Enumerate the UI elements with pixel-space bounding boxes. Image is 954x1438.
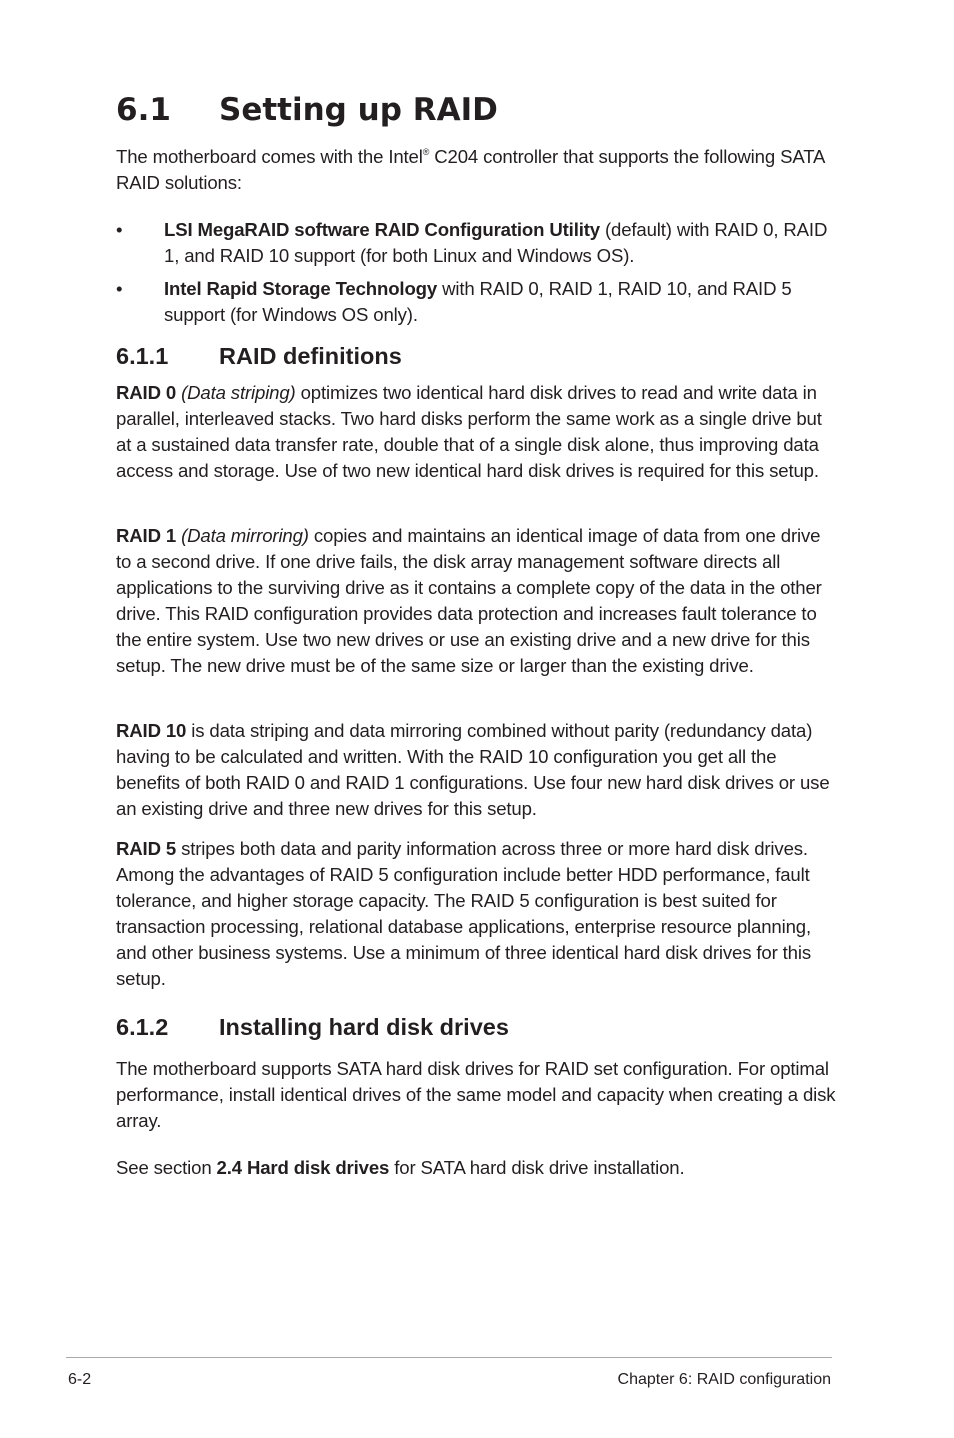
bullet-item-lsi: [164, 217, 838, 269]
subsection-title: RAID definitions: [219, 343, 402, 369]
section-number: 6.1: [116, 92, 171, 128]
chapter-title: Chapter 6: RAID configuration: [617, 1371, 831, 1388]
footer-divider: [66, 1357, 832, 1358]
raid1-paragraph: [116, 523, 836, 679]
raid1-subtitle: (Data mirroring): [176, 525, 309, 546]
bullet-bold: LSI MegaRAID software RAID Configuration Utility: [164, 219, 600, 240]
section-title: Setting up RAID: [219, 92, 498, 128]
bullet-bold: Intel Rapid Storage Technology: [164, 278, 438, 299]
raid1-text: copies and maintains an identical image of data from one drive to a second drive. If one drive fails, the disk array management software directs all applications to the surviving drive as it contains a complete copy of the data in the other drive. This RAID configuration provides data protection and increases fault tolerance to the entire system. Use two new drives or use an existing drive and a new drive for this setup. The new drive must be of the same size or larger than the existing drive.: [116, 525, 822, 676]
install-paragraph: [116, 1056, 836, 1134]
install-text: The motherboard supports SATA hard disk drives for RAID set configuration. For optimal performance, install identical drives of the same model and capacity when creating a disk array.: [116, 1058, 836, 1131]
raid10-term: RAID 10: [116, 720, 187, 741]
bullet-text: (default) with RAID 0, RAID 1, and RAID 10 support (for both Linux and Windows OS).: [164, 219, 828, 266]
raid0-term: RAID 0: [116, 382, 177, 403]
raid1-term: RAID 1: [116, 525, 177, 546]
bullet-item-intel: [164, 276, 838, 328]
intro-text: The motherboard comes with the Intel: [116, 146, 423, 167]
raid5-paragraph: [116, 836, 836, 992]
subsection-heading-raid-definitions: [116, 341, 402, 371]
intro-text-cont: C204 controller that supports the following SATA RAID solutions:: [116, 146, 825, 193]
intro-paragraph: [116, 144, 836, 196]
bullet-marker: •: [116, 219, 123, 240]
page-number: 6-2: [68, 1371, 92, 1388]
raid10-text: is data striping and data mirroring combined without parity (redundancy data) having to be calculated and written. With the RAID 10 configuration you get all the benefits of both RAID 0 and RAID 1 configurations. Use four new hard disk drives or use an existing drive and three new drives for this setup.: [116, 720, 830, 819]
section-heading: [116, 90, 498, 130]
raid0-text: optimizes two identical hard disk drives to read and write data in parallel, interleaved stacks. Two hard disks perform the same work as a single drive but at a sustained data transfer rate, double that of a single disk alone, thus improving data access and storage. Use of two new identical hard disk drives is required for this setup.: [116, 382, 822, 481]
bullet-marker: •: [116, 278, 123, 299]
bullet-text: with RAID 0, RAID 1, RAID 10, and RAID 5 support (for Windows OS only).: [164, 278, 792, 325]
raid5-term: RAID 5: [116, 838, 177, 859]
see-section-text-cont: for SATA hard disk drive installation.: [389, 1157, 685, 1178]
raid5-text: stripes both data and parity information across three or more hard disk drives. Among the advantages of RAID 5 configuration include better HDD performance, fault tolerance, and higher storage capacity. The RAID 5 configuration is best suited for transaction processing, relational database applications, enterprise resource planning, and other business systems. Use a minimum of three identical hard disk drives for this setup.: [116, 838, 811, 989]
registered-mark: ®: [422, 147, 430, 157]
see-section-paragraph: [116, 1155, 836, 1181]
raid10-paragraph: [116, 718, 836, 822]
subsection-heading-installing: [116, 1012, 509, 1042]
see-section-text: See section: [116, 1157, 217, 1178]
section-reference: 2.4 Hard disk drives: [216, 1157, 390, 1178]
raid0-paragraph: [116, 380, 836, 484]
raid0-subtitle: (Data striping): [176, 382, 296, 403]
subsection-number: 6.1.2: [116, 1014, 169, 1040]
subsection-title: Installing hard disk drives: [219, 1014, 509, 1040]
subsection-number: 6.1.1: [116, 343, 169, 369]
